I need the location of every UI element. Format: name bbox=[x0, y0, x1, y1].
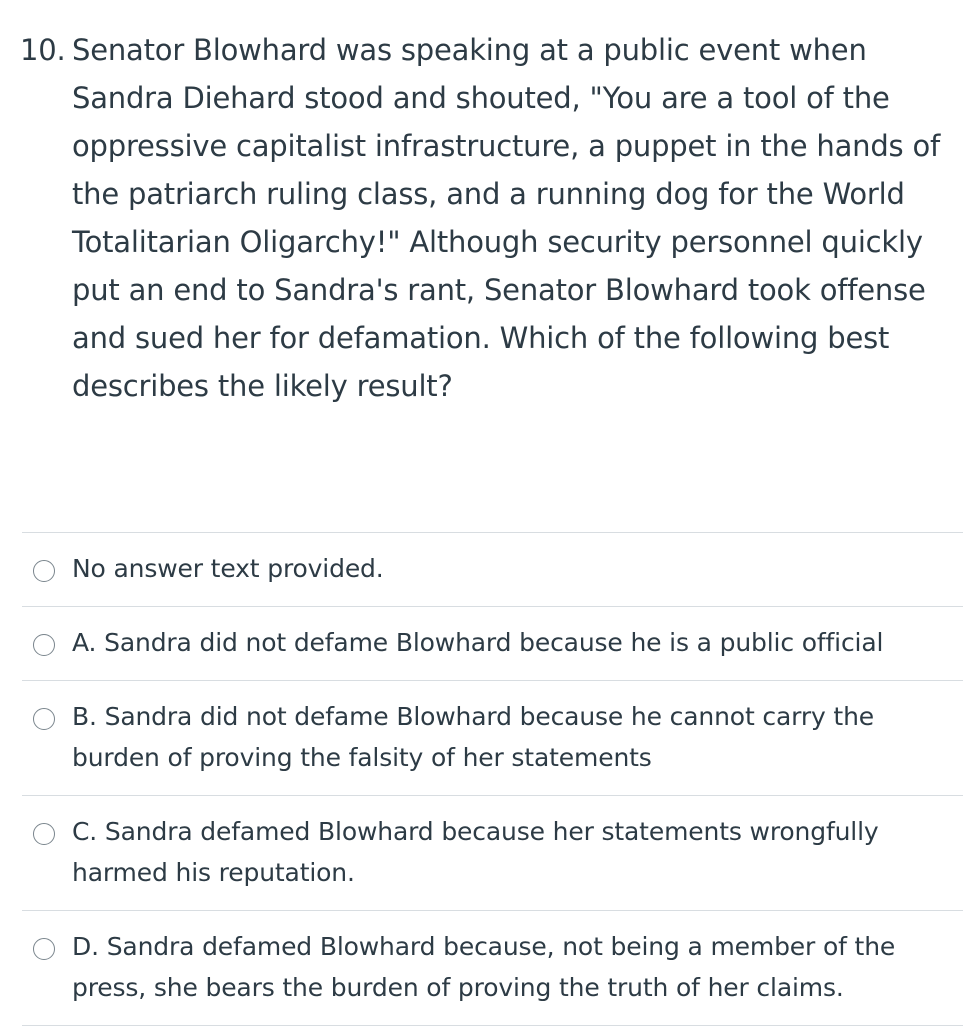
radio-button[interactable] bbox=[33, 823, 55, 845]
answer-label: D. Sandra defamed Blowhard because, not being a member of the press, she bears the burden of proving the truth of her claims. bbox=[72, 932, 896, 1002]
question bbox=[20, 26, 958, 410]
answer-option-b[interactable] bbox=[22, 681, 963, 796]
answer-label: B. Sandra did not defame Blowhard because he cannot carry the burden of proving the falsity of her statements bbox=[72, 702, 875, 772]
answer-option-blank[interactable] bbox=[22, 533, 963, 607]
answer-label: C. Sandra defamed Blowhard because her statements wrongfully harmed his reputation. bbox=[72, 817, 879, 887]
answer-list bbox=[22, 532, 963, 1026]
radio-button[interactable] bbox=[33, 634, 55, 656]
radio-button[interactable] bbox=[33, 560, 55, 582]
question-text: Senator Blowhard was speaking at a public event when Sandra Diehard stood and shouted, "You are a tool of the oppressive capitalist infrastructure, a puppet in the hands of the patriarch ruling class, and a running dog for the World Totalitarian Oligarchy!" Although security personnel quickly put an end to Sandra's rant, Senator Blowhard took offense and sued her for defamation. Which of the following best describes the likely result? bbox=[72, 33, 941, 403]
radio-button[interactable] bbox=[33, 708, 55, 730]
radio-button[interactable] bbox=[33, 938, 55, 960]
answer-label: A. Sandra did not defame Blowhard because he is a public official bbox=[72, 628, 884, 657]
question-number: 10. bbox=[20, 33, 66, 67]
answer-option-d[interactable] bbox=[22, 911, 963, 1026]
answer-label: No answer text provided. bbox=[72, 554, 384, 583]
answer-option-a[interactable] bbox=[22, 607, 963, 681]
answer-option-c[interactable] bbox=[22, 796, 963, 911]
